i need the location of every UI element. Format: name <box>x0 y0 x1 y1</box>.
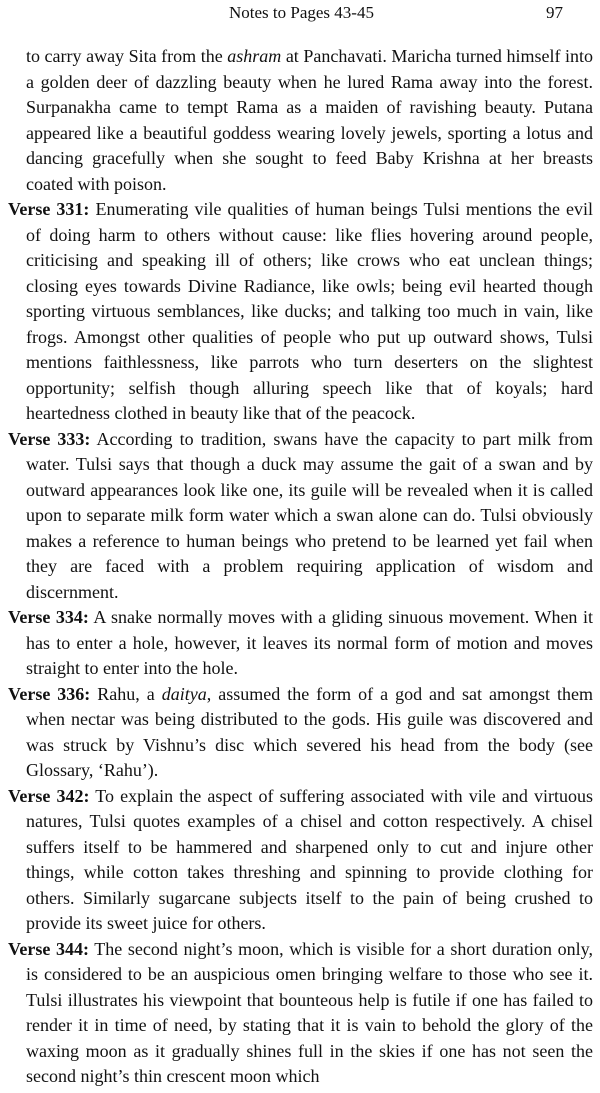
continuation-text: at Panchavati. Maricha turned himself into a golden deer of dazzling beauty when he lured Rama away into the forest. Surpanakha came to tempt Rama as a maiden of ravishing beauty. Putana appeared like a beautiful goddess wearing lovely jewels, sporting a lotus and dancing gracefully when she sought to feed Baby Krishna at her breasts coated with poison. <box>26 46 593 194</box>
note-text: A snake normally moves with a gliding sinuous movement. When it has to enter a hole, however, it leaves its normal form of motion and moves straight to enter into the hole. <box>26 607 593 678</box>
verse-label: Verse 344: <box>8 938 89 959</box>
note-italic-term: daitya <box>161 683 207 704</box>
notes-body <box>8 44 593 1090</box>
note-text: The second night’s moon, which is visible for a short duration only, is considered to be an auspicious omen bringing welfare to those who see it. Tulsi illustrates his viewpoint that bounteous help is futile if one has failed to render it in time of need, by stating that it is vain to behold the glory of the waxing moon as it gradually shines full in the skies if one has not seen the second night’s thin crescent moon which <box>26 938 593 1086</box>
page-number: 97 <box>546 3 563 22</box>
note-text: Rahu, a <box>90 683 162 704</box>
note-verse-342 <box>8 784 593 937</box>
note-verse-331 <box>8 197 593 427</box>
note-text: Enumerating vile qualities of human beings Tulsi mentions the evil of doing harm to others without cause: like flies hovering around people, criticising and speaking ill of others; like crows who eat unclean things; closing eyes towards Divine Radiance, like owls; being evil hearted though sporting virtuous semblances, like ducks; and talking too much in vain, like frogs. Amongst other qualities of people who put up outward shows, Tulsi mentions faithlessness, like parrots who turn deserters on the slightest opportunity; selfish though alluring speech like that of koyals; hard heartedness clothed in beauty like that of the peacock. <box>26 199 593 423</box>
note-verse-344 <box>8 937 593 1090</box>
running-title: Notes to Pages 43-45 <box>229 3 374 22</box>
note-verse-333 <box>8 427 593 606</box>
continuation-text: to carry away Sita from the <box>26 46 228 66</box>
verse-label: Verse 336: <box>8 683 91 704</box>
note-text: , assumed the form of a god and sat amongst them when nectar was being distributed to the gods. His guile was discovered and was struck by Vishnu’s disc which severed his head from the body (see Glossary, ‘Rahu’). <box>26 683 593 780</box>
verse-label: Verse 342: <box>8 785 90 806</box>
verse-label: Verse 333: <box>8 428 91 449</box>
note-text: To explain the aspect of suffering associated with vile and virtuous natures, Tulsi quotes examples of a chisel and cotton respectively. A chisel suffers itself to be hammered and sharpened only to cut and injure other things, while cotton takes threshing and spinning to provide clothing for others. Similarly sugarcane subjects itself to the pain of being crushed to provide its sweet juice for others. <box>26 785 593 933</box>
verse-label: Verse 331: <box>8 199 90 219</box>
note-verse-336 <box>8 682 593 784</box>
note-verse-334 <box>8 605 593 682</box>
note-text: According to tradition, swans have the capacity to part milk from water. Tulsi says that though a duck may assume the gait of a swan and by outward appearances look like one, its guile will be revealed when it is called upon to separate milk form water which a swan alone can do. Tulsi obviously makes a reference to human beings who pretend to be learned yet fail when they are faced with a problem requiring application of wisdom and discernment. <box>26 428 593 602</box>
verse-label: Verse 334: <box>8 607 89 627</box>
continuation-italic: ashram <box>227 46 282 66</box>
continuation-paragraph <box>8 44 593 197</box>
running-header <box>0 3 600 25</box>
